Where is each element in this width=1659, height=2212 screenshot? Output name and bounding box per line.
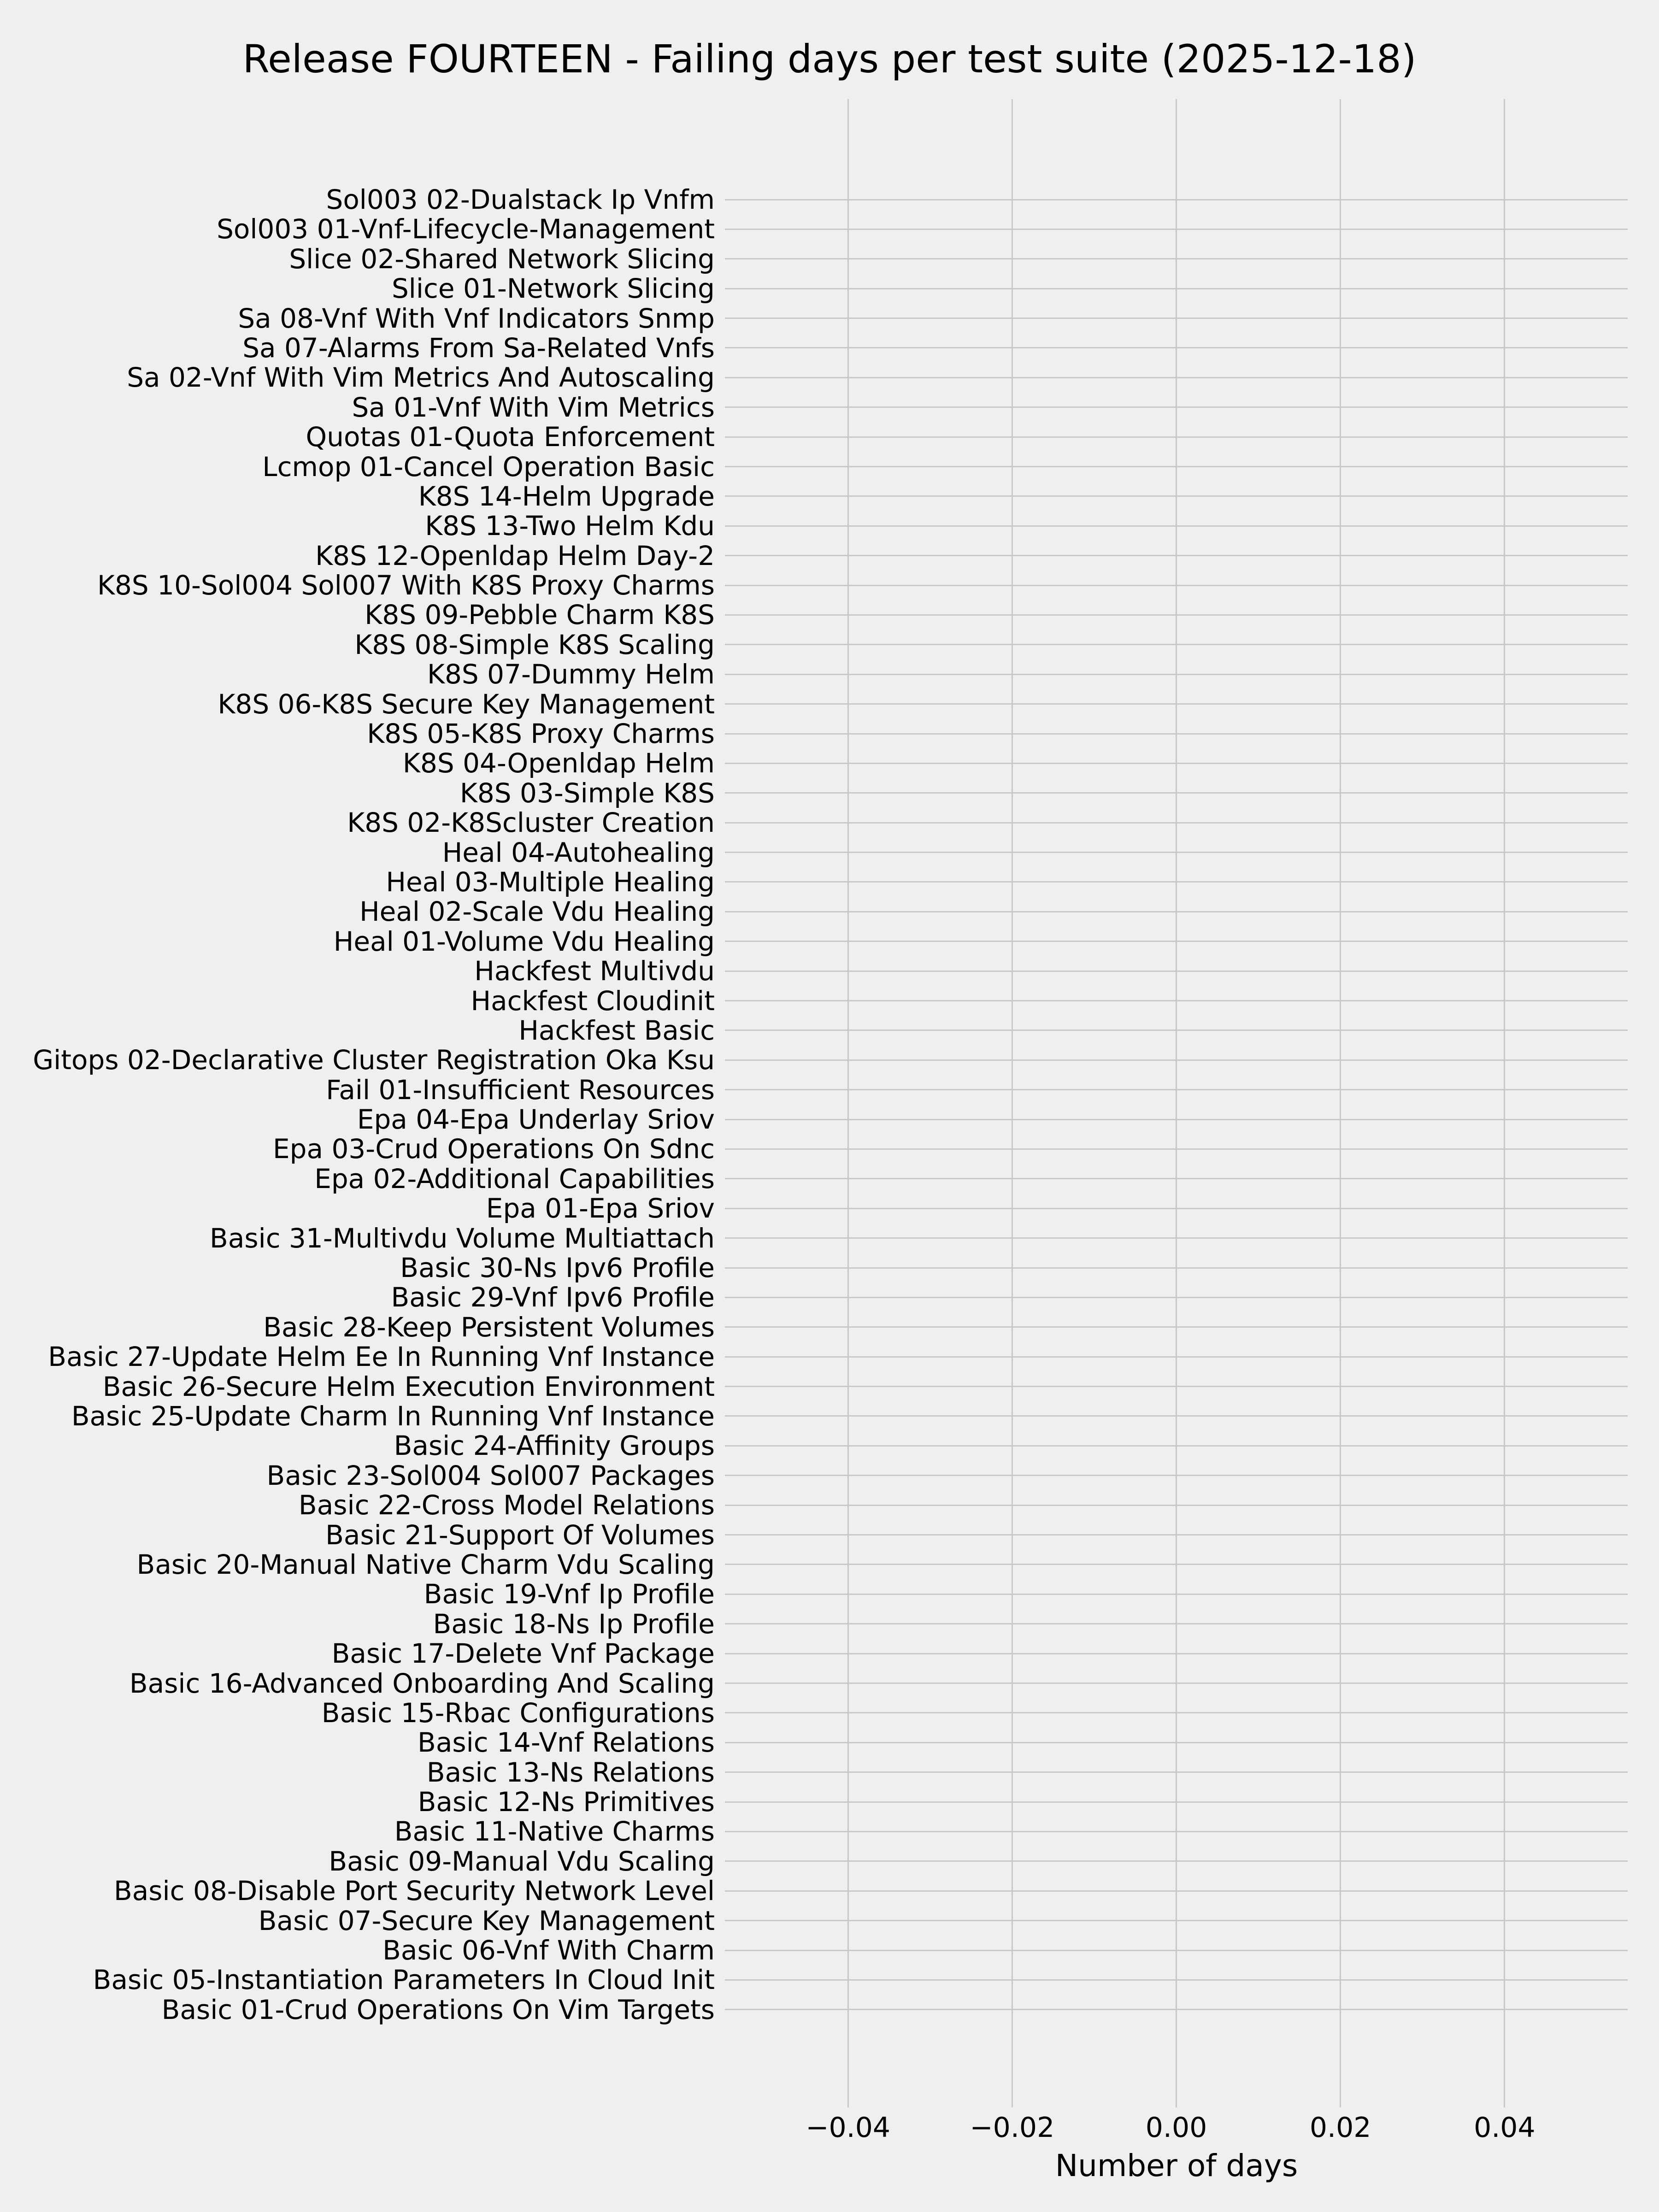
- y-tick-label: Basic 13-Ns Relations: [426, 1756, 715, 1788]
- h-gridline: [725, 406, 1628, 408]
- y-tick-label: Hackfest Multivdu: [474, 955, 715, 987]
- h-gridline: [725, 229, 1628, 230]
- chart-title: Release FOURTEEN - Failing days per test suite (2025-12-18): [242, 36, 1417, 82]
- v-gridline: [1340, 99, 1341, 2107]
- y-tick-label: K8S 05-K8S Proxy Charms: [367, 718, 715, 750]
- h-gridline: [725, 1979, 1628, 1981]
- y-tick-label: Basic 21-Support Of Volumes: [325, 1519, 715, 1551]
- h-gridline: [725, 555, 1628, 556]
- y-tick-label: Sol003 02-Dualstack Ip Vnfm: [326, 184, 715, 215]
- h-gridline: [725, 763, 1628, 764]
- y-tick-label: Sa 01-Vnf With Vim Metrics: [352, 391, 715, 423]
- h-gridline: [725, 1890, 1628, 1892]
- h-gridline: [725, 1000, 1628, 1001]
- y-tick-label: K8S 09-Pebble Charm K8S: [365, 599, 715, 631]
- h-gridline: [725, 1475, 1628, 1476]
- y-tick-label: Basic 22-Cross Model Relations: [298, 1489, 715, 1521]
- y-tick-label: Hackfest Basic: [518, 1014, 715, 1046]
- h-gridline: [725, 733, 1628, 735]
- h-gridline: [725, 1178, 1628, 1179]
- h-gridline: [725, 1445, 1628, 1447]
- h-gridline: [725, 466, 1628, 467]
- y-tick-label: Basic 19-Vnf Ip Profile: [424, 1578, 715, 1610]
- y-tick-label: Basic 05-Instantiation Parameters In Cloud Init: [93, 1964, 715, 1996]
- h-gridline: [725, 288, 1628, 289]
- y-tick-label: Gitops 02-Declarative Cluster Registration Oka Ksu: [33, 1044, 715, 1076]
- h-gridline: [725, 911, 1628, 912]
- y-tick-label: Basic 08-Disable Port Security Network Level: [113, 1875, 715, 1907]
- y-tick-label: Basic 30-Ns Ipv6 Profile: [400, 1252, 715, 1284]
- h-gridline: [725, 2009, 1628, 2010]
- y-tick-label: Sa 08-Vnf With Vnf Indicators Snmp: [238, 302, 715, 334]
- plot-area: [725, 99, 1628, 2107]
- h-gridline: [725, 852, 1628, 853]
- h-gridline: [725, 1030, 1628, 1031]
- h-gridline: [725, 1415, 1628, 1417]
- y-tick-label: Quotas 01-Quota Enforcement: [306, 421, 715, 453]
- x-tick-label: 0.04: [1474, 2112, 1535, 2144]
- h-gridline: [725, 258, 1628, 259]
- y-tick-label: Slice 02-Shared Network Slicing: [289, 243, 715, 275]
- y-tick-label: Basic 29-Vnf Ipv6 Profile: [391, 1282, 715, 1313]
- y-tick-label: K8S 04-Openldap Helm: [402, 747, 715, 779]
- h-gridline: [725, 971, 1628, 972]
- h-gridline: [725, 1534, 1628, 1535]
- y-tick-label: Basic 16-Advanced Onboarding And Scaling: [129, 1667, 715, 1699]
- y-tick-label: Basic 11-Native Charms: [394, 1816, 715, 1847]
- y-tick-label: K8S 02-K8Scluster Creation: [347, 807, 715, 839]
- y-tick-label: Heal 02-Scale Vdu Healing: [359, 896, 715, 928]
- x-tick-label: 0.02: [1309, 2112, 1371, 2144]
- y-tick-label: K8S 08-Simple K8S Scaling: [354, 629, 715, 660]
- y-tick-label: Basic 07-Secure Key Management: [258, 1905, 715, 1936]
- y-tick-label: Epa 03-Crud Operations On Sdnc: [273, 1133, 715, 1165]
- y-tick-label: K8S 10-Sol004 Sol007 With K8S Proxy Charms: [97, 570, 715, 601]
- y-tick-label: Basic 09-Manual Vdu Scaling: [329, 1845, 715, 1877]
- h-gridline: [725, 1623, 1628, 1624]
- y-tick-label: Heal 04-Autohealing: [442, 836, 715, 868]
- y-tick-label: Epa 02-Additional Capabilities: [314, 1163, 715, 1194]
- y-tick-label: Basic 28-Keep Persistent Volumes: [263, 1311, 715, 1343]
- y-tick-label: Lcmop 01-Cancel Operation Basic: [262, 451, 715, 482]
- y-tick-label: Basic 01-Crud Operations On Vim Targets: [161, 1994, 715, 2025]
- h-gridline: [725, 1831, 1628, 1832]
- h-gridline: [725, 585, 1628, 586]
- h-gridline: [725, 1771, 1628, 1773]
- h-gridline: [725, 941, 1628, 942]
- h-gridline: [725, 644, 1628, 645]
- h-gridline: [725, 792, 1628, 794]
- h-gridline: [725, 1148, 1628, 1150]
- v-gridline: [1012, 99, 1013, 2107]
- y-tick-label: Basic 27-Update Helm Ee In Running Vnf Instance: [48, 1341, 715, 1373]
- h-gridline: [725, 1326, 1628, 1328]
- y-tick-label: K8S 06-K8S Secure Key Management: [218, 688, 715, 720]
- x-tick-label: −0.04: [806, 2112, 891, 2144]
- h-gridline: [725, 1594, 1628, 1595]
- y-tick-label: Slice 01-Network Slicing: [391, 273, 715, 305]
- y-tick-label: Sa 02-Vnf With Vim Metrics And Autoscaling: [127, 362, 715, 394]
- h-gridline: [725, 881, 1628, 882]
- v-gridline: [1176, 99, 1177, 2107]
- y-tick-label: Basic 20-Manual Native Charm Vdu Scaling: [136, 1548, 715, 1580]
- y-tick-label: Sa 07-Alarms From Sa-Related Vnfs: [242, 332, 715, 364]
- h-gridline: [725, 1683, 1628, 1684]
- h-gridline: [725, 614, 1628, 616]
- y-tick-label: Basic 15-Rbac Configurations: [321, 1697, 715, 1729]
- h-gridline: [725, 1237, 1628, 1239]
- h-gridline: [725, 674, 1628, 675]
- h-gridline: [725, 495, 1628, 497]
- h-gridline: [725, 1119, 1628, 1120]
- h-gridline: [725, 1920, 1628, 1921]
- y-tick-label: Basic 17-Delete Vnf Package: [331, 1638, 715, 1670]
- h-gridline: [725, 822, 1628, 824]
- y-tick-label: Basic 24-Affinity Groups: [394, 1430, 715, 1462]
- y-tick-label: Hackfest Cloudinit: [471, 985, 715, 1017]
- h-gridline: [725, 1386, 1628, 1387]
- y-tick-label: Fail 01-Insufficient Resources: [326, 1074, 715, 1106]
- v-gridline: [847, 99, 849, 2107]
- y-tick-label: Basic 25-Update Charm In Running Vnf Instance: [71, 1400, 715, 1432]
- v-gridline: [1504, 99, 1505, 2107]
- h-gridline: [725, 377, 1628, 378]
- x-tick-label: −0.02: [970, 2112, 1055, 2144]
- y-tick-label: Basic 06-Vnf With Charm: [382, 1935, 715, 1966]
- y-tick-label: Basic 12-Ns Primitives: [418, 1786, 715, 1818]
- h-gridline: [725, 1297, 1628, 1298]
- y-tick-label: Epa 01-Epa Sriov: [486, 1193, 715, 1224]
- y-tick-label: Basic 31-Multivdu Volume Multiattach: [210, 1222, 715, 1254]
- y-tick-label: Basic 14-Vnf Relations: [418, 1727, 715, 1759]
- h-gridline: [725, 1356, 1628, 1358]
- y-tick-label: K8S 12-Openldap Helm Day-2: [315, 540, 715, 571]
- h-gridline: [725, 703, 1628, 705]
- h-gridline: [725, 525, 1628, 527]
- h-gridline: [725, 199, 1628, 200]
- h-gridline: [725, 1267, 1628, 1269]
- y-tick-label: K8S 13-Two Helm Kdu: [425, 510, 715, 542]
- h-gridline: [725, 1801, 1628, 1803]
- y-tick-label: Basic 23-Sol004 Sol007 Packages: [266, 1459, 715, 1491]
- h-gridline: [725, 318, 1628, 319]
- h-gridline: [725, 436, 1628, 438]
- x-axis-title: Number of days: [1055, 2148, 1298, 2183]
- y-tick-label: K8S 07-Dummy Helm: [427, 659, 715, 690]
- h-gridline: [725, 1505, 1628, 1506]
- h-gridline: [725, 1564, 1628, 1565]
- h-gridline: [725, 1742, 1628, 1743]
- y-tick-label: K8S 14-Helm Upgrade: [418, 480, 715, 512]
- h-gridline: [725, 1712, 1628, 1713]
- h-gridline: [725, 1059, 1628, 1061]
- y-tick-label: Basic 26-Secure Helm Execution Environment: [102, 1371, 715, 1402]
- y-tick-label: Basic 18-Ns Ip Profile: [433, 1608, 715, 1640]
- h-gridline: [725, 1653, 1628, 1654]
- y-tick-label: Epa 04-Epa Underlay Sriov: [357, 1104, 715, 1135]
- y-tick-label: K8S 03-Simple K8S: [459, 777, 715, 809]
- h-gridline: [725, 347, 1628, 348]
- y-tick-label: Sol003 01-Vnf-Lifecycle-Management: [217, 213, 715, 245]
- h-gridline: [725, 1208, 1628, 1209]
- y-tick-label: Heal 03-Multiple Healing: [386, 866, 715, 898]
- h-gridline: [725, 1950, 1628, 1951]
- h-gridline: [725, 1089, 1628, 1090]
- h-gridline: [725, 1860, 1628, 1862]
- x-tick-label: 0.00: [1145, 2112, 1207, 2144]
- y-tick-label: Heal 01-Volume Vdu Healing: [333, 925, 715, 957]
